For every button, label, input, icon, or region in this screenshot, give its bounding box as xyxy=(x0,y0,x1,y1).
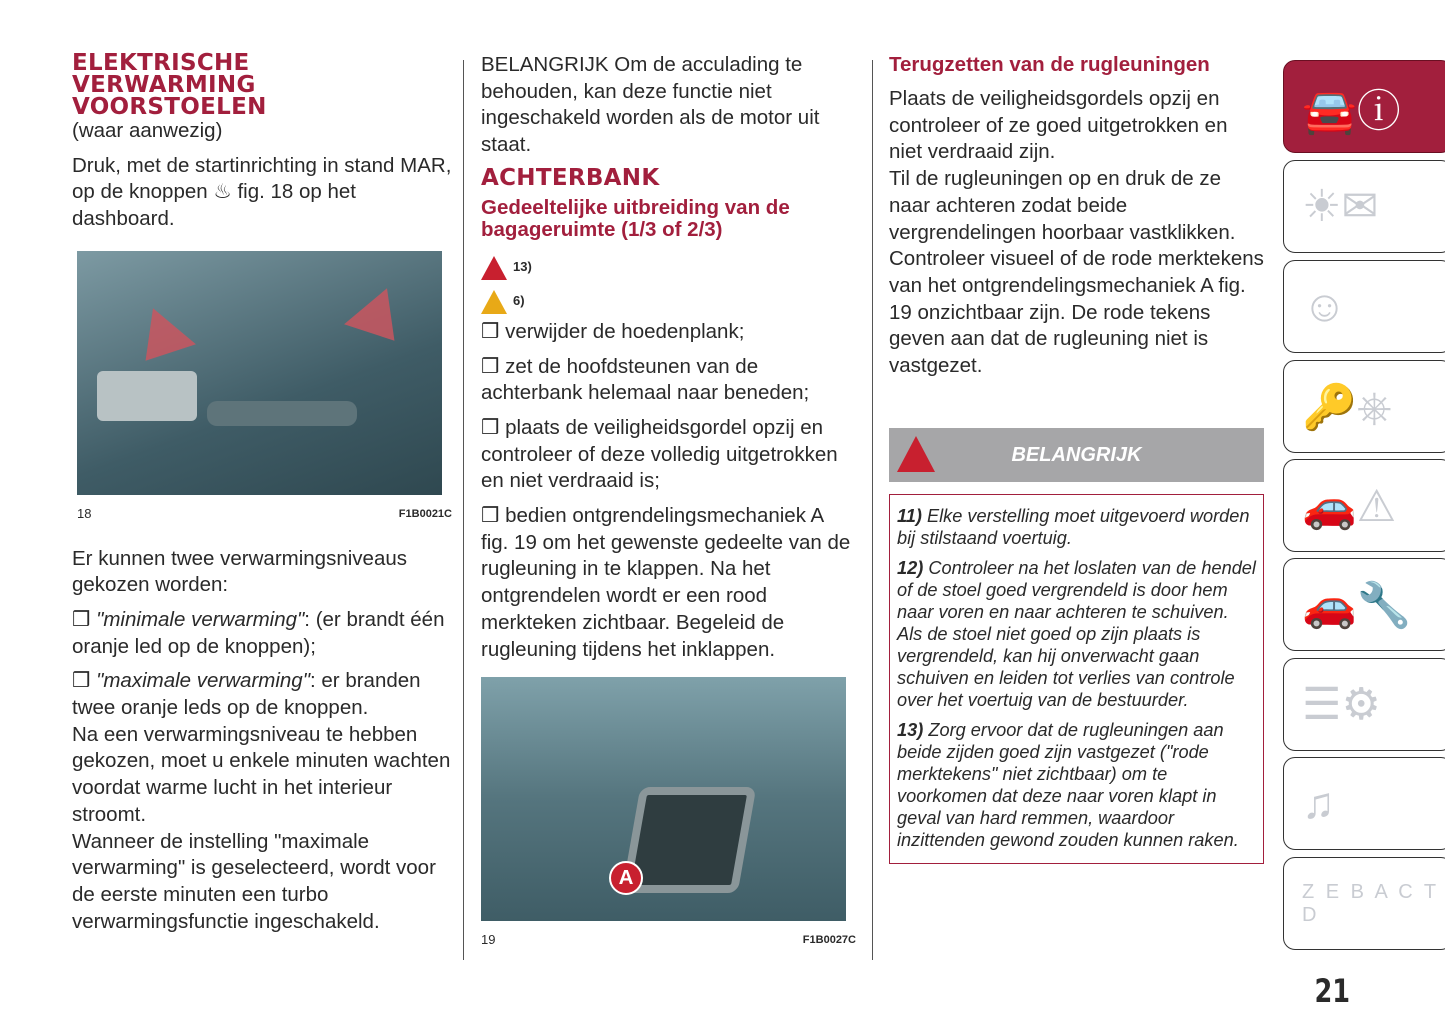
tab-technical-data[interactable] xyxy=(1283,658,1445,751)
warning-notes-box xyxy=(889,494,1264,864)
bullet: ❒ "maximale verwarming": er branden twee oranje leds op de knoppen. xyxy=(72,669,421,720)
airbag-safety-icon: ☺ xyxy=(1302,281,1347,331)
subtitle: (waar aanwezig) xyxy=(72,119,223,142)
bullet: ❒ plaats de veiligheidsgordel opzij en controleer of deze volledig uitgetrokken en niet verdraaid is; xyxy=(481,415,838,493)
paragraph: BELANGRIJK Om de acculading te behouden, kan deze functie niet ingeschakeld worden als de motor uit staat. xyxy=(481,53,820,157)
column-3 xyxy=(889,52,1264,864)
car-info-icon: 🚘ⓘ xyxy=(1302,86,1401,136)
tab-starting-driving[interactable] xyxy=(1283,360,1445,453)
warning-triangle-icon xyxy=(897,436,935,472)
paragraph: Er kunnen twee verwarmingsniveaus gekozen worden: xyxy=(72,546,407,597)
paragraph: Wanneer de instelling "maximale verwarming" is geselecteerd, wordt voor de eerste minuten een turbo verwarmingsfunctie ingeschakeld. xyxy=(72,829,436,933)
multimedia-icon: ♫ xyxy=(1302,778,1335,828)
seat-heater-icon: ♨ xyxy=(213,180,232,204)
subheading: Gedeeltelijke uitbreiding van de bagageruimte (1/3 of 2/3) xyxy=(481,195,790,241)
note: 12) Controleer na het loslaten van de hendel of de stoel goed vergrendeld is door hem naar voren en naar achteren te schuiven. Als de stoel niet goed op zijn plaats is vergrendeld, kan hij onverwacht gaan schuiven en leiden tot verlies van controle over het voertuig van de bestuurder. xyxy=(897,557,1256,710)
figure-caption: 19 F1B0027C xyxy=(481,932,856,948)
bullet: ❒ bedien ontgrendelingsmechaniek A fig. 19 om het gewenste gedeelte van de rugleuning in te klappen. Na het ontgrendelen wordt er een rood merkteken zichtbaar. Begeleid de rugleuning tijdens het inklappen. xyxy=(481,504,851,661)
note: 11) Elke verstelling moet uitgevoerd worden bij stilstaand voertuig. xyxy=(897,505,1250,548)
caution-ref: 6) xyxy=(481,285,856,319)
column-divider xyxy=(463,60,464,960)
key-steering-icon: 🔑⎈ xyxy=(1302,382,1392,432)
section-heading: ACHTERBANK xyxy=(481,164,660,191)
column-2 xyxy=(481,52,856,972)
maintenance-icon: 🚗🔧 xyxy=(1302,580,1412,630)
section-heading: ELEKTRISCHE VERWARMING VOORSTOELEN xyxy=(72,50,267,120)
tab-multimedia[interactable] xyxy=(1283,757,1445,850)
arrow-icon xyxy=(124,308,196,378)
arrow-icon xyxy=(344,288,416,358)
technical-data-icon: ☰⚙ xyxy=(1302,680,1381,729)
warning-lights-icon: ☀✉ xyxy=(1302,182,1379,231)
subheading: Terugzetten van de rugleuningen xyxy=(889,53,1210,76)
tab-emergency[interactable] xyxy=(1283,459,1445,552)
paragraph: Druk, met de startinrichting in stand MAR, op de knoppen ♨ fig. 18 op het dashboard. xyxy=(72,153,452,231)
callout-label: A xyxy=(609,861,643,895)
bullet: ❒ "minimale verwarming": (er brandt één oranje led op de knoppen); xyxy=(72,607,445,658)
warning-triangle-icon xyxy=(481,256,507,280)
paragraph: Plaats de veiligheidsgordels opzij en controleer of ze goed uitgetrokken en niet verdraaid zijn. xyxy=(889,87,1228,164)
tab-maintenance[interactable] xyxy=(1283,558,1445,651)
emergency-icon: 🚗⚠ xyxy=(1302,481,1397,531)
column-divider xyxy=(872,60,873,960)
bullet: ❒ zet de hoofdsteunen van de achterbank helemaal naar beneden; xyxy=(481,354,810,405)
tab-warning-lights[interactable] xyxy=(1283,160,1445,253)
page-number: 21 xyxy=(1314,972,1351,1010)
tab-car-info[interactable] xyxy=(1283,60,1445,153)
caution-triangle-icon xyxy=(481,290,507,314)
figure-19-image xyxy=(481,677,846,921)
bullet: ❒ verwijder de hoedenplank; xyxy=(481,319,745,343)
warning-ref: 13) xyxy=(481,251,856,285)
paragraph: Til de rugleuningen op en druk de ze naar achteren zodat beide vergrendelingen hoorbaar vastklikken. Controleer visueel of de rode merktekens van het ontgrendelingsmechaniek A fig. 19 onzichtbaar zijn. De rode tekens geven aan dat de rugleuning niet is vastgezet. xyxy=(889,167,1264,378)
note: 13) Zorg ervoor dat de rugleuningen aan beide zijden goed zijn vastgezet ("rode merktekens" niet zichtbaar) om te voorkomen dat deze naar voren klapt in geval van hard remmen, waardoor inzittenden gewond zouden kunnen raken. xyxy=(897,719,1239,850)
index-icon: Z E B A C T D xyxy=(1302,880,1439,926)
tab-safety[interactable] xyxy=(1283,260,1445,353)
paragraph: Na een verwarmingsniveau te hebben gekozen, moet u enkele minuten wachten voordat warme lucht in het interieur stroomt. xyxy=(72,722,451,826)
heater-button xyxy=(97,371,197,421)
figure-18-image xyxy=(77,251,442,495)
important-banner: BELANGRIJK xyxy=(889,428,1264,482)
column-1 xyxy=(72,52,452,943)
figure-caption: 18 F1B0021C xyxy=(77,505,452,521)
tab-index[interactable] xyxy=(1283,857,1445,950)
